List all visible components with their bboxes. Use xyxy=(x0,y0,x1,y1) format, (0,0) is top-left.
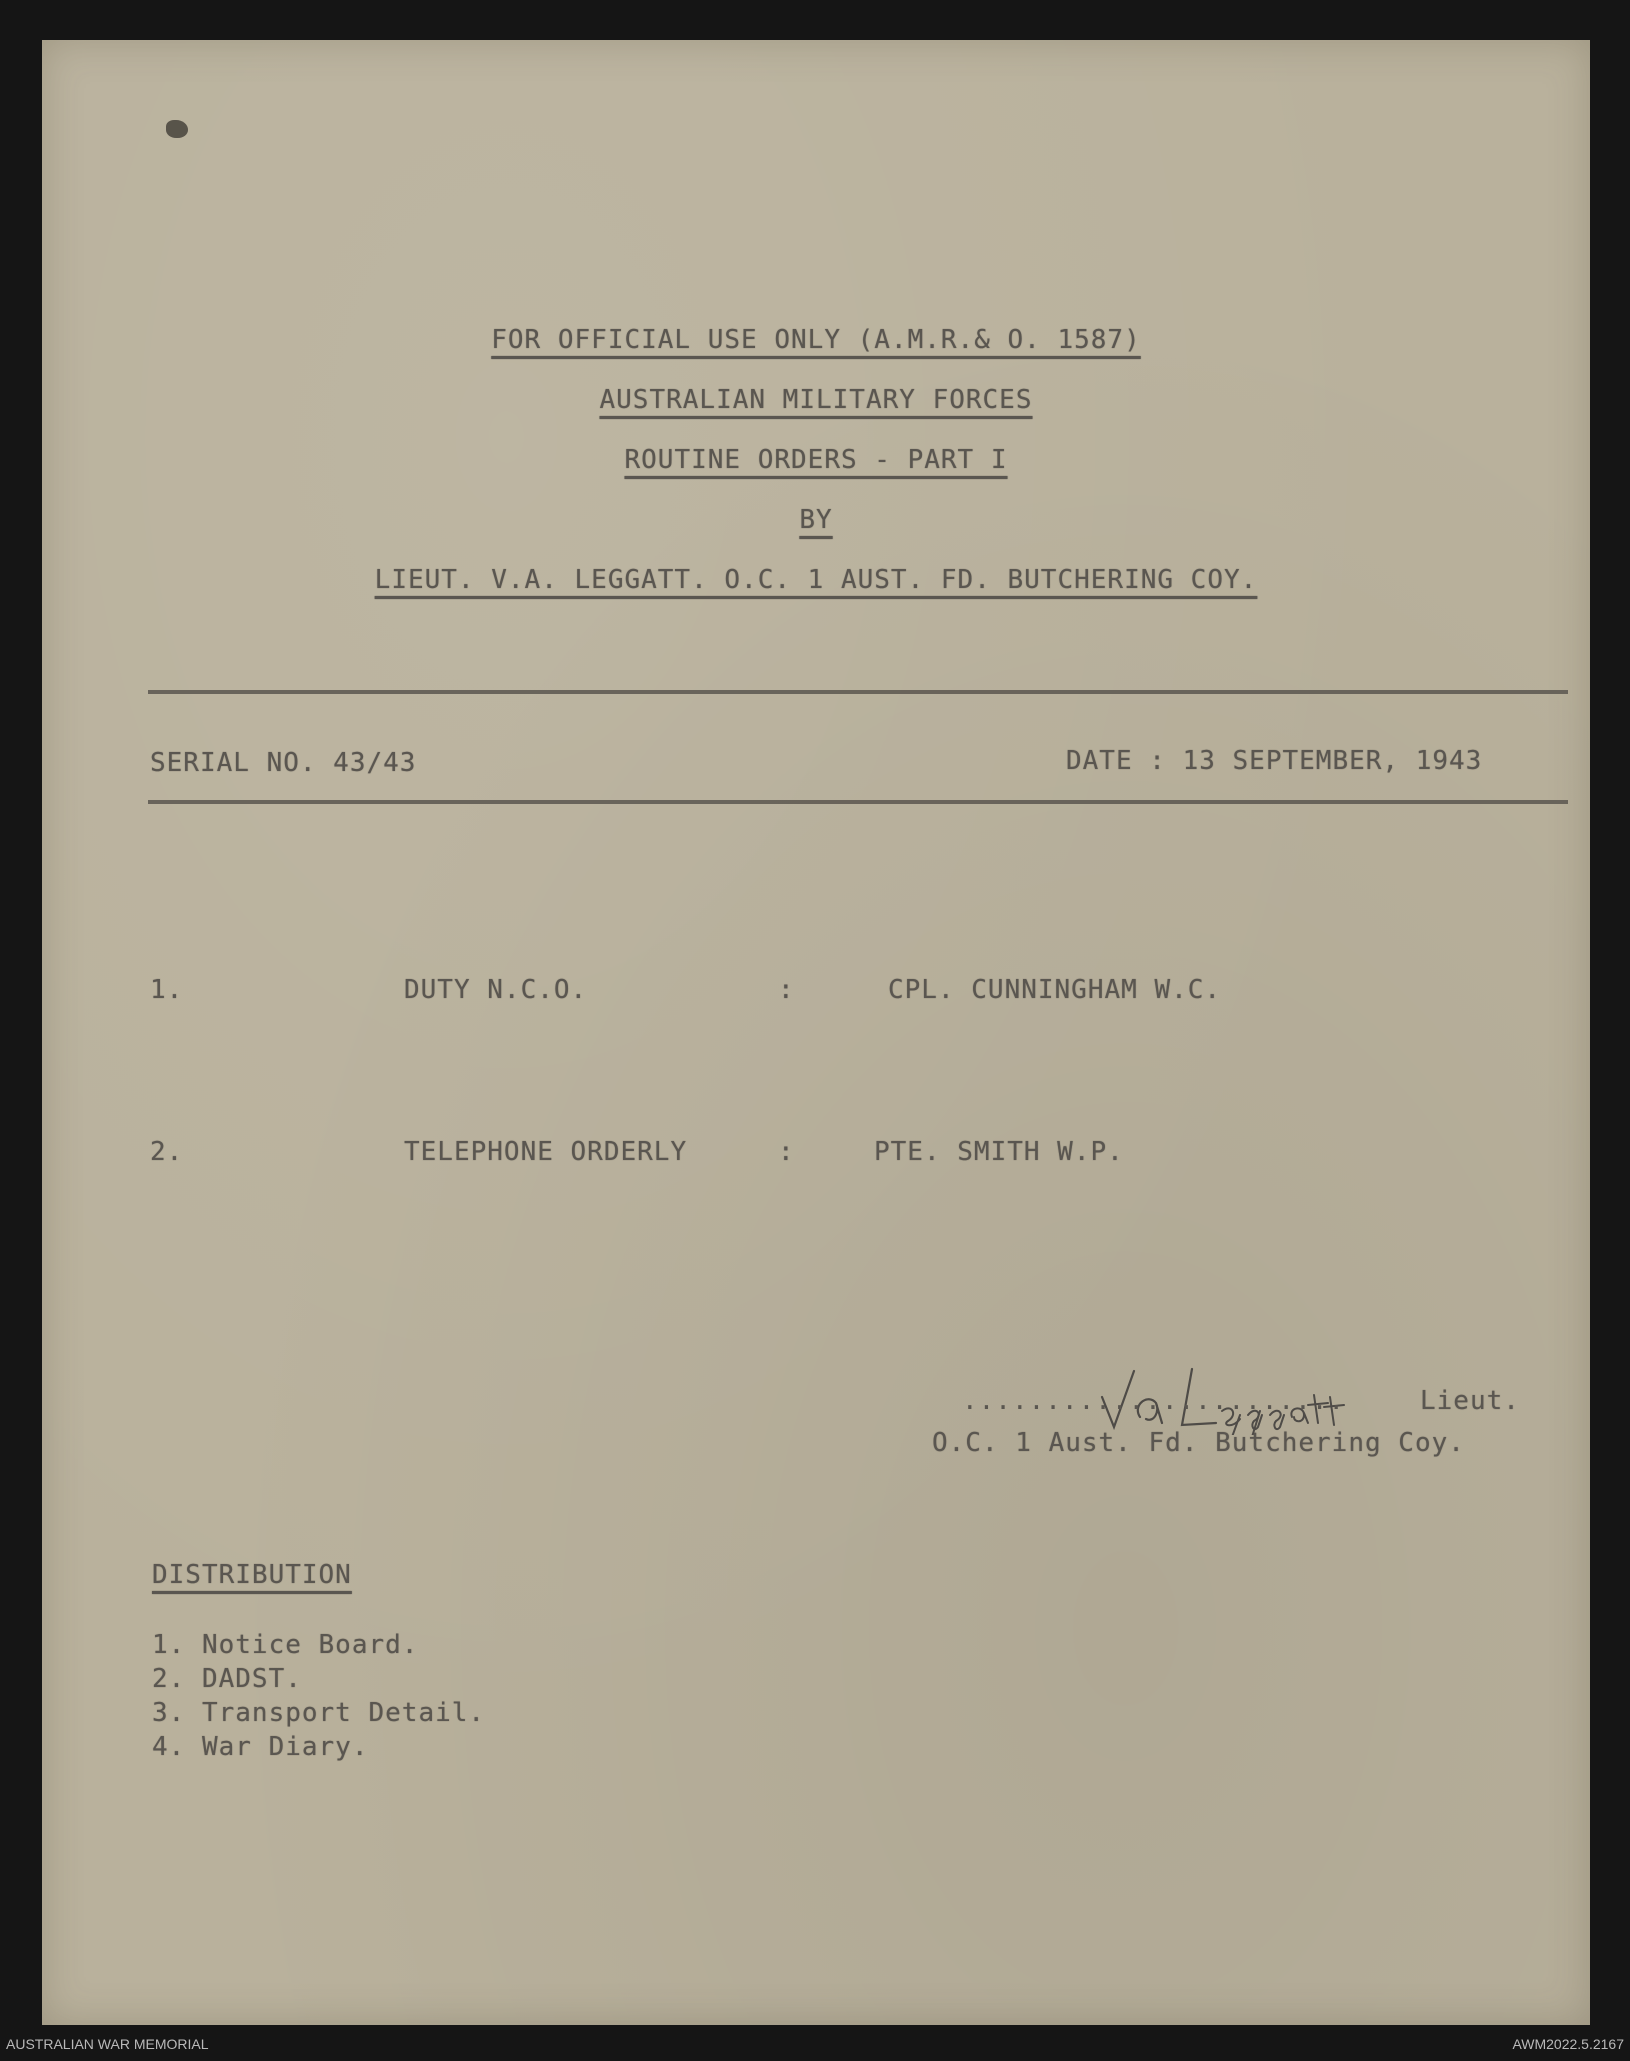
paper-mark xyxy=(166,120,188,138)
forces-title: AUSTRALIAN MILITARY FORCES xyxy=(599,385,1033,415)
signature-unit: O.C. 1 Aust. Fd. Butchering Coy. xyxy=(932,1428,1465,1458)
top-rule xyxy=(148,690,1568,694)
signature-dots: ....................... xyxy=(962,1386,1346,1416)
order-separator: : xyxy=(778,1137,795,1167)
distribution-heading: DISTRIBUTION xyxy=(152,1560,352,1590)
serial-number: SERIAL NO. 43/43 xyxy=(150,748,417,778)
classification-line: FOR OFFICIAL USE ONLY (A.M.R.& O. 1587) xyxy=(491,325,1141,355)
bottom-rule xyxy=(148,800,1568,804)
distribution-item: 1. Notice Board. xyxy=(152,1630,419,1660)
distribution-item: 2. DADST. xyxy=(152,1664,302,1694)
order-person: PTE. SMITH W.P. xyxy=(874,1137,1124,1167)
issuer-line: LIEUT. V.A. LEGGATT. O.C. 1 AUST. FD. BUTCHERING COY. xyxy=(374,565,1258,595)
distribution-item: 4. War Diary. xyxy=(152,1732,369,1762)
order-separator: : xyxy=(778,975,795,1005)
orders-title: ROUTINE ORDERS - PART I xyxy=(624,445,1008,475)
distribution-item: 3. Transport Detail. xyxy=(152,1698,486,1728)
footer-accession: AWM2022.5.2167 xyxy=(1512,2036,1624,2052)
footer-institution: AUSTRALIAN WAR MEMORIAL xyxy=(6,2036,209,2052)
order-number: 1. xyxy=(150,975,184,1005)
order-person: CPL. CUNNINGHAM W.C. xyxy=(888,975,1222,1005)
document-page xyxy=(42,40,1590,2025)
order-date: DATE : 13 SEPTEMBER, 1943 xyxy=(1066,746,1483,776)
order-number: 2. xyxy=(150,1137,184,1167)
order-duty: TELEPHONE ORDERLY xyxy=(404,1137,688,1167)
order-duty: DUTY N.C.O. xyxy=(404,975,588,1005)
signature-rank: Lieut. xyxy=(1420,1386,1520,1416)
by-line: BY xyxy=(799,505,833,535)
